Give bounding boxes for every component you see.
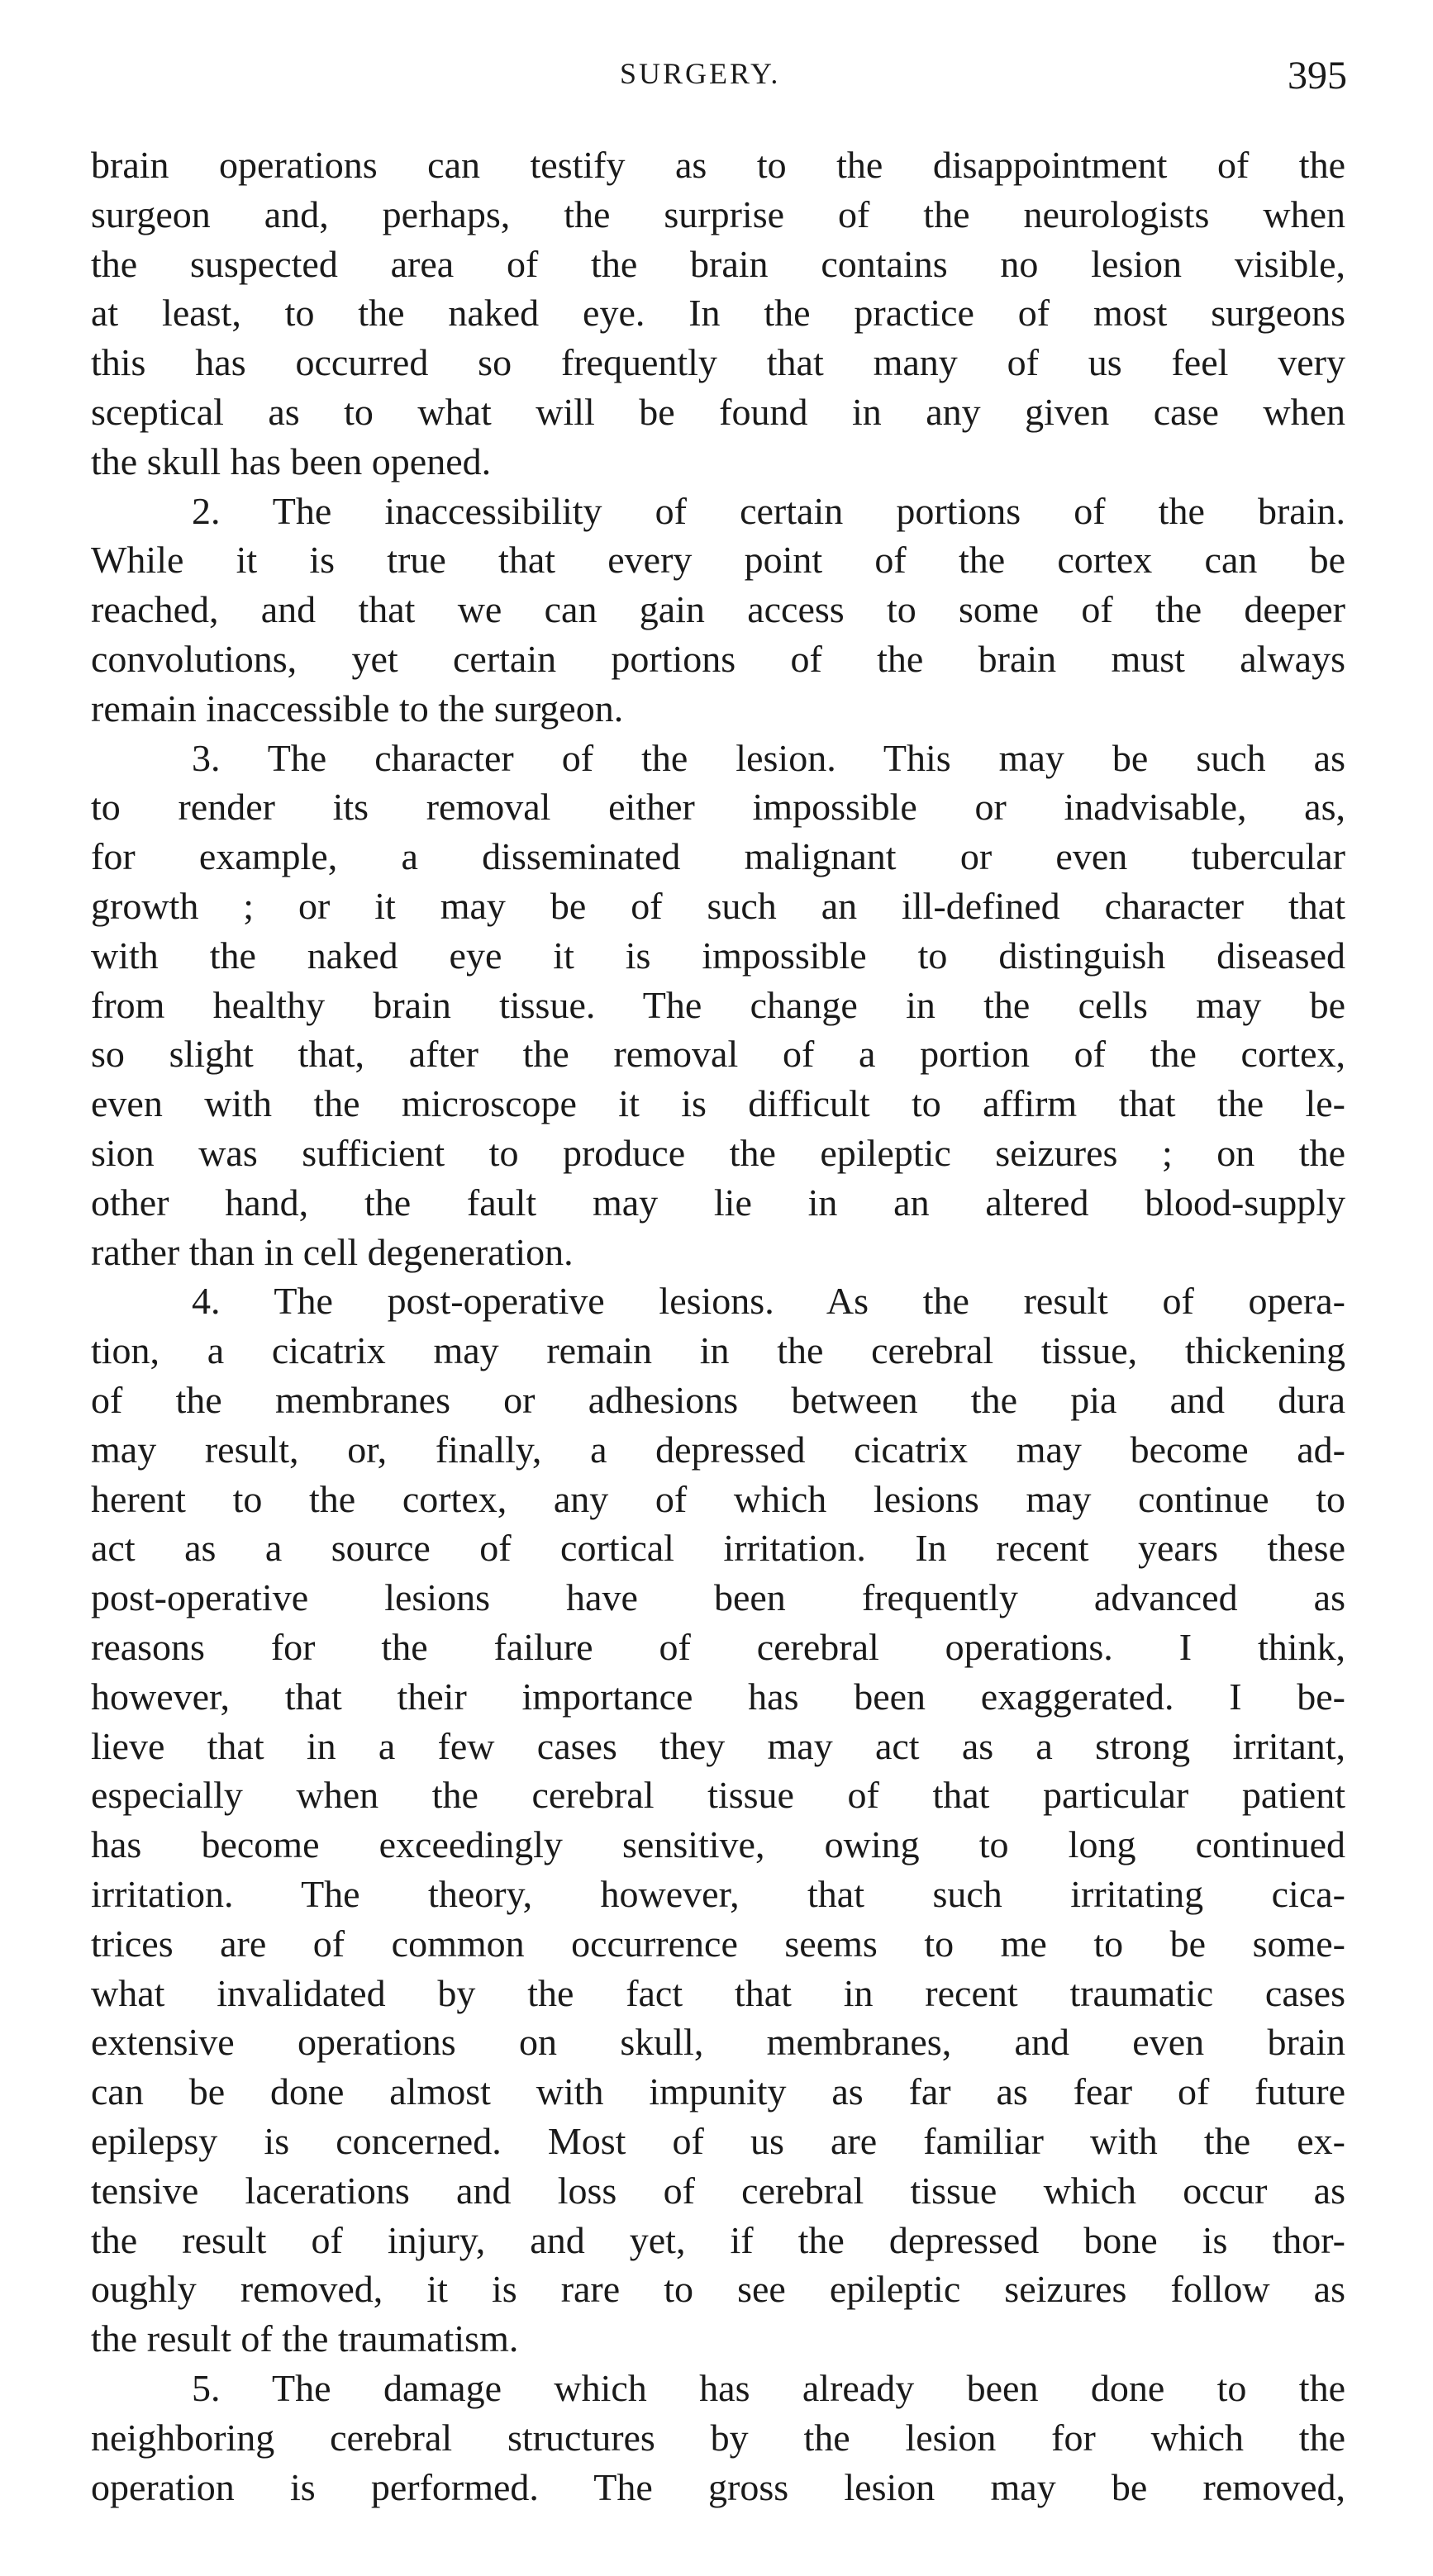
text-line: at least, to the naked eye. In the practice of most surgeons (91, 292, 1345, 334)
text-line: operation is performed. The gross lesion may be removed, (91, 2466, 1345, 2508)
text-line: reached, and that we can gain access to some of the deeper (91, 588, 1345, 630)
text-line: epilepsy is concerned. Most of us are familiar with the ex- (91, 2120, 1345, 2162)
text-line: with the naked eye it is impossible to distinguish diseased (91, 934, 1345, 977)
text-line: oughly removed, it is rare to see epileptic seizures follow as (91, 2268, 1345, 2310)
text-line: 2. The inaccessibility of certain portions of the brain. (192, 490, 1345, 532)
text-line: While it is true that every point of the cortex can be (91, 539, 1345, 581)
running-head (0, 50, 1433, 107)
running-head-title: SURGERY. (620, 57, 781, 90)
text-line: 4. The post-operative lesions. As the result of opera- (192, 1280, 1345, 1322)
text-line: neighboring cerebral structures by the lesion for which the (91, 2417, 1345, 2459)
text-line: tensive lacerations and loss of cerebral tissue which occur as (91, 2170, 1345, 2212)
text-line: this has occurred so frequently that many of us feel very (91, 341, 1345, 383)
text-line: of the membranes or adhesions between the pia and dura (91, 1379, 1345, 1421)
text-line: herent to the cortex, any of which lesions may continue to (91, 1478, 1345, 1520)
text-line: especially when the cerebral tissue of that particular patient (91, 1774, 1345, 1816)
text-line: from healthy brain tissue. The change in the cells may be (91, 984, 1345, 1026)
text-line: however, that their importance has been exaggerated. I be- (91, 1675, 1345, 1718)
text-line: act as a source of cortical irritation. In recent years these (91, 1527, 1345, 1569)
text-line: extensive operations on skull, membranes, and even brain (91, 2021, 1345, 2063)
text-line: even with the microscope it is difficult to affirm that the le- (91, 1082, 1345, 1124)
text-line: has become exceedingly sensitive, owing to long continued (91, 1823, 1345, 1865)
text-line: the result of injury, and yet, if the depressed bone is thor- (91, 2219, 1345, 2261)
text-line: other hand, the fault may lie in an altered blood-supply (91, 1181, 1345, 1224)
text-line: 3. The character of the lesion. This may be such as (192, 737, 1345, 779)
text-line: may result, or, finally, a depressed cicatrix may become ad- (91, 1428, 1345, 1471)
text-line: can be done almost with impunity as far as fear of future (91, 2070, 1345, 2113)
text-line: sion was sufficient to produce the epileptic seizures ; on the (91, 1132, 1345, 1174)
text-line: irritation. The theory, however, that such irritating cica- (91, 1873, 1345, 1915)
text-line: to render its removal either impossible or inadvisable, as, (91, 786, 1345, 828)
text-line: what invalidated by the fact that in recent traumatic cases (91, 1972, 1345, 2014)
text-line: convolutions, yet certain portions of the brain must always (91, 638, 1345, 680)
text-line: brain operations can testify as to the disappointment of the (91, 144, 1345, 186)
text-line: 5. The damage which has already been done to the (192, 2367, 1345, 2409)
text-line: surgeon and, perhaps, the surprise of the neurologists when (91, 193, 1345, 235)
text-line: for example, a disseminated malignant or even tubercular (91, 835, 1345, 877)
text-line: remain inaccessible to the surgeon. (91, 687, 624, 730)
text-line: rather than in cell degeneration. (91, 1231, 574, 1273)
text-line: tion, a cicatrix may remain in the cerebral tissue, thickening (91, 1329, 1345, 1371)
text-line: lieve that in a few cases they may act as a strong irritant, (91, 1725, 1345, 1767)
text-line: trices are of common occurrence seems to me to be some- (91, 1922, 1345, 1965)
text-line: post-operative lesions have been frequently advanced as (91, 1576, 1345, 1618)
text-line: the suspected area of the brain contains no lesion visible, (91, 243, 1345, 285)
text-line: growth ; or it may be of such an ill-defined character that (91, 885, 1345, 927)
text-line: so slight that, after the removal of a portion of the cortex, (91, 1033, 1345, 1075)
text-line: sceptical as to what will be found in any given case when (91, 391, 1345, 433)
page-number: 395 (1288, 54, 1347, 97)
text-line: the result of the traumatism. (91, 2317, 519, 2360)
text-line: reasons for the failure of cerebral operations. I think, (91, 1626, 1345, 1668)
text-line: the skull has been opened. (91, 440, 492, 482)
